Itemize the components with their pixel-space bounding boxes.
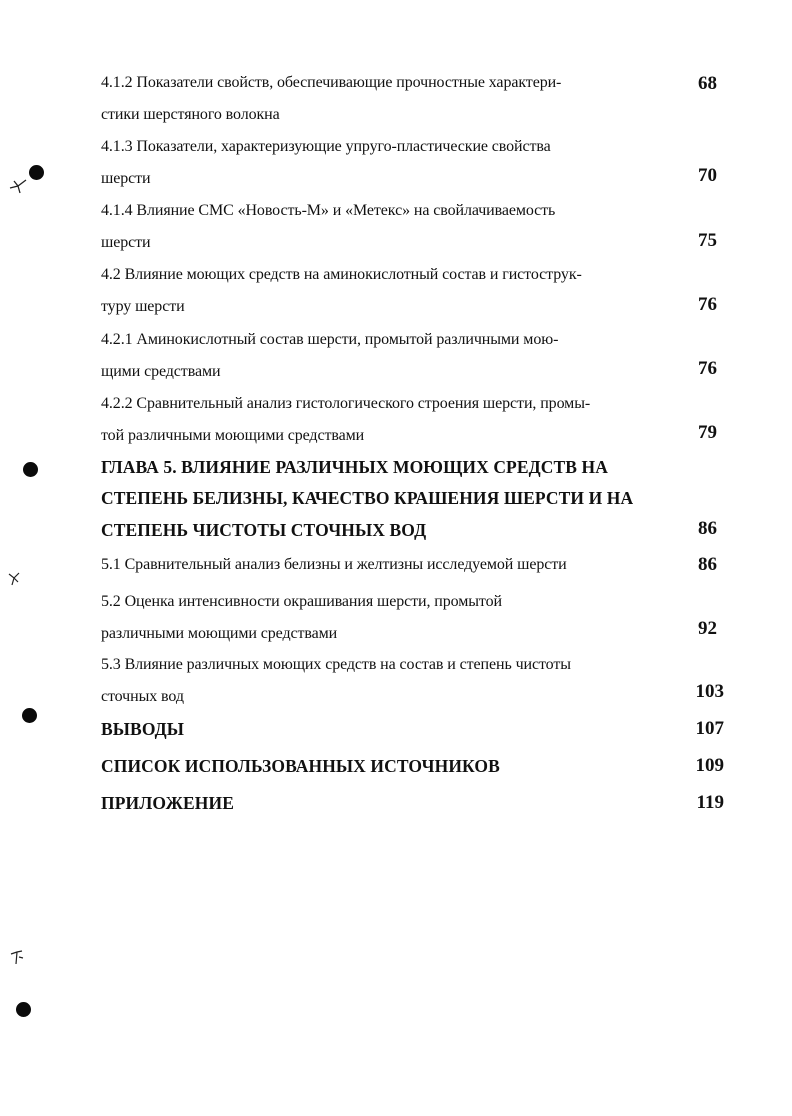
toc-chapter-5-line-3: СТЕПЕНЬ ЧИСТОТЫ СТОЧНЫХ ВОД [101, 520, 427, 540]
toc-entry-4-1-3-line-1: 4.1.3 Показатели, характеризующие упруго-пластические свойства [101, 138, 551, 155]
punch-hole-3 [22, 708, 37, 723]
toc-references: СПИСОК ИСПОЛЬЗОВАННЫХ ИСТОЧНИКОВ [101, 756, 500, 776]
scan-speck-2 [6, 570, 22, 588]
toc-entry-5-2-line-2: различными моющими средствами [101, 625, 338, 642]
toc-chapter-5-page: 86 [698, 518, 717, 539]
toc-references-page: 109 [695, 755, 724, 776]
toc-entry-4-2-page: 76 [698, 294, 717, 315]
toc-entry-4-1-2-line-1: 4.1.2 Показатели свойств, обеспечивающие прочностные характери- [101, 74, 562, 91]
toc-entry-4-2-line-2: туру шерсти [101, 298, 185, 315]
toc-entry-5-2-page: 92 [698, 618, 717, 639]
toc-entry-5-1-line-1: 5.1 Сравнительный анализ белизны и желтизны исследуемой шерсти [101, 556, 567, 573]
toc-entry-4-2-2-line-1: 4.2.2 Сравнительный анализ гистологического строения шерсти, промы- [101, 395, 591, 412]
toc-entry-4-2-1-line-1: 4.2.1 Аминокислотный состав шерсти, промытой различными мою- [101, 331, 559, 348]
toc-entry-5-1-page: 86 [698, 554, 717, 575]
toc-entry-4-1-4-line-2: шерсти [101, 234, 151, 251]
toc-entry-4-1-3-page: 70 [698, 165, 717, 186]
punch-hole-1 [29, 165, 44, 180]
toc-entry-4-1-4-line-1: 4.1.4 Влияние СМС «Новость-М» и «Метекс» на свойлачиваемость [101, 202, 556, 219]
punch-hole-2 [23, 462, 38, 477]
toc-appendix-page: 119 [696, 792, 724, 813]
toc-entry-4-2-1-line-2: щими средствами [101, 363, 221, 380]
toc-entry-5-3-line-1: 5.3 Влияние различных моющих средств на состав и степень чистоты [101, 656, 571, 673]
toc-entry-4-1-3-line-2: шерсти [101, 170, 151, 187]
toc-entry-4-2-2-page: 79 [698, 422, 717, 443]
toc-chapter-5-line-2: СТЕПЕНЬ БЕЛИЗНЫ, КАЧЕСТВО КРАШЕНИЯ ШЕРСТИ И НА [101, 488, 634, 508]
toc-entry-4-2-line-1: 4.2 Влияние моющих средств на аминокислотный состав и гистострук- [101, 266, 582, 283]
toc-conclusions: ВЫВОДЫ [101, 719, 185, 739]
toc-appendix: ПРИЛОЖЕНИЕ [101, 793, 235, 813]
toc-entry-5-3-line-2: сточных вод [101, 688, 184, 705]
toc-entry-4-2-1-page: 76 [698, 358, 717, 379]
toc-entry-5-2-line-1: 5.2 Оценка интенсивности окрашивания шерсти, промытой [101, 593, 502, 610]
toc-entry-4-2-2-line-2: той различными моющими средствами [101, 427, 365, 444]
punch-hole-4 [16, 1002, 31, 1017]
scan-speck-3 [8, 948, 26, 968]
toc-entry-4-1-2-page: 68 [698, 73, 717, 94]
scan-speck-1 [8, 176, 30, 196]
toc-conclusions-page: 107 [695, 718, 724, 739]
toc-entry-4-1-4-page: 75 [698, 230, 717, 251]
toc-chapter-5-line-1: ГЛАВА 5. ВЛИЯНИЕ РАЗЛИЧНЫХ МОЮЩИХ СРЕДСТВ НА [101, 457, 608, 477]
toc-entry-5-3-page: 103 [695, 681, 724, 702]
toc-entry-4-1-2-line-2: стики шерстяного волокна [101, 106, 280, 123]
